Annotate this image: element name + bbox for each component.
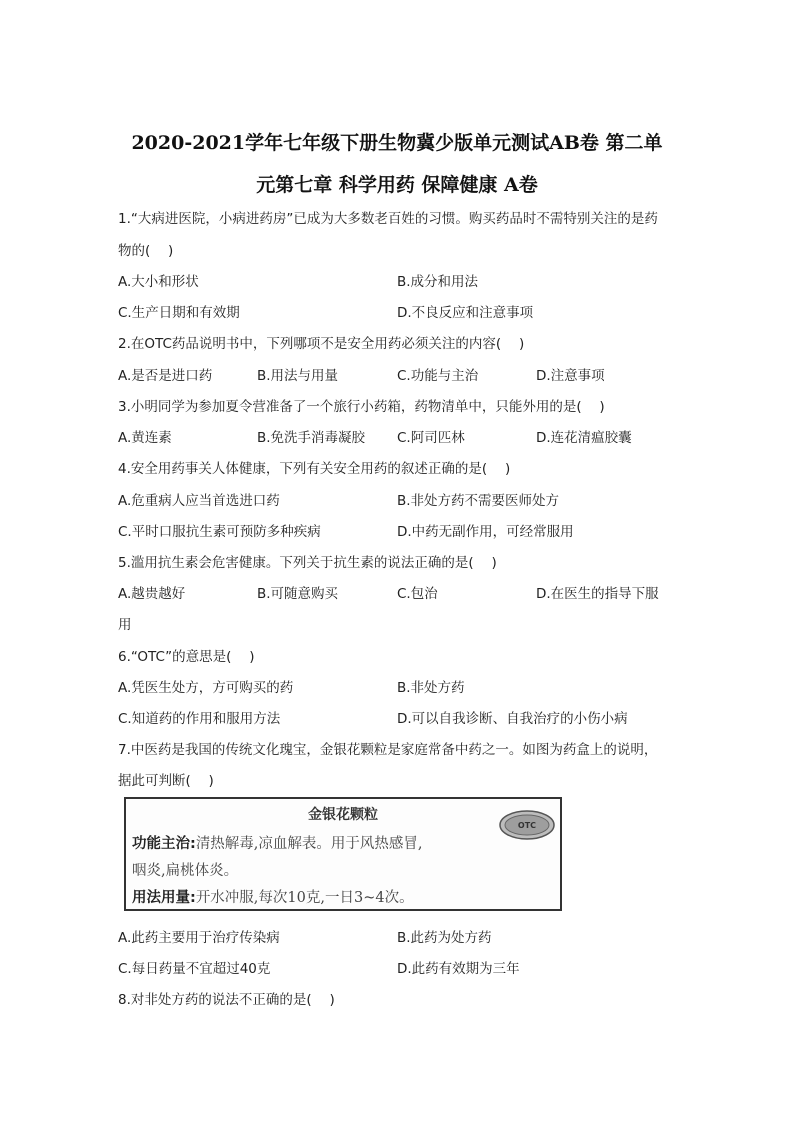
question-2-option-b: B.用法与用量 [257, 368, 339, 384]
question-6-option-a: A.凭医生处方，方可购买的药 [118, 680, 294, 696]
question-1-stem-cont: 物的( ) [118, 243, 174, 259]
question-3-option-d: D.连花清瘟胶囊 [536, 430, 632, 446]
otc-badge-icon [498, 809, 556, 841]
question-7-option-a: A.此药主要用于治疗传染病 [118, 930, 280, 946]
medicine-name: 金银花颗粒 [308, 807, 378, 823]
question-1-option-b: B.成分和用法 [397, 274, 479, 290]
question-7-option-b: B.此药为处方药 [397, 930, 492, 946]
question-4-stem: 4.安全用药事关人体健康，下列有关安全用药的叙述正确的是( ) [118, 461, 511, 477]
question-1-option-d: D.不良反应和注意事项 [397, 305, 534, 321]
question-7-stem-cont: 据此可判断( ) [118, 773, 214, 789]
question-7-option-c: C.每日药量不宜超过40克 [118, 961, 271, 977]
question-8-stem: 8.对非处方药的说法不正确的是( ) [118, 992, 335, 1008]
question-2-option-a: A.是否是进口药 [118, 368, 213, 384]
question-5-stem: 5.滥用抗生素会危害健康。下列关于抗生素的说法正确的是( ) [118, 555, 497, 571]
medicine-function-line-cont [132, 859, 238, 880]
question-3-option-a: A.黄连素 [118, 430, 172, 446]
question-1-stem: 1.“大病进医院，小病进药房”已成为大多数老百姓的习惯。购买药品时不需特别关注的是药 [118, 211, 658, 227]
page-title-line2: 元第七章 科学用药 保障健康 A卷 [256, 174, 538, 196]
question-3-stem: 3.小明同学为参加夏令营准备了一个旅行小药箱，药物清单中，只能外用的是( ) [118, 399, 605, 415]
question-1-option-a: A.大小和形状 [118, 274, 199, 290]
function-label: 功能主治: [132, 836, 196, 852]
question-4-option-b: B.非处方药不需要医师处方 [397, 493, 560, 509]
usage-text: 开水冲服,每次10克,一日3~4次。 [195, 890, 414, 906]
otc-badge-text: OTC [517, 821, 537, 830]
medicine-label-image [124, 797, 562, 911]
question-6-stem: 6.“OTC”的意思是( ) [118, 649, 255, 665]
function-text-cont: 咽炎,扁桃体炎。 [132, 863, 239, 879]
question-6-option-c: C.知道药的作用和服用方法 [118, 711, 281, 727]
question-4-option-a: A.危重病人应当首选进口药 [118, 493, 280, 509]
question-3-option-b: B.免洗手消毒凝胶 [257, 430, 366, 446]
question-5-option-b: B.可随意购买 [257, 586, 339, 602]
question-5-option-a: A.越贵越好 [118, 586, 186, 602]
question-7-stem: 7.中医药是我国的传统文化瑰宝，金银花颗粒是家庭常备中药之一。如图为药盒上的说明， [118, 742, 658, 758]
question-4-option-c: C.平时口服抗生素可预防多种疾病 [118, 524, 321, 540]
function-text: 清热解毒,凉血解表。用于风热感冒, [195, 836, 423, 852]
question-5-option-d-cont: 用 [118, 617, 132, 633]
medicine-usage-line [132, 886, 414, 907]
medicine-function-line [132, 832, 423, 853]
question-6-option-d: D.可以自我诊断、自我治疗的小伤小病 [397, 711, 628, 727]
question-2-option-c: C.功能与主治 [397, 368, 479, 384]
question-2-option-d: D.注意事项 [536, 368, 605, 384]
question-5-option-d: D.在医生的指导下服 [536, 586, 659, 602]
question-5-option-c: C.包治 [397, 586, 438, 602]
question-4-option-d: D.中药无副作用，可经常服用 [397, 524, 574, 540]
question-3-option-c: C.阿司匹林 [397, 430, 465, 446]
usage-label: 用法用量: [132, 890, 196, 906]
question-1-option-c: C.生产日期和有效期 [118, 305, 240, 321]
page-title-line1: 2020-2021学年七年级下册生物冀少版单元测试AB卷 第二单 [131, 132, 663, 154]
question-2-stem: 2.在OTC药品说明书中，下列哪项不是安全用药必须关注的内容( ) [118, 336, 525, 352]
question-6-option-b: B.非处方药 [397, 680, 465, 696]
question-7-option-d: D.此药有效期为三年 [397, 961, 520, 977]
